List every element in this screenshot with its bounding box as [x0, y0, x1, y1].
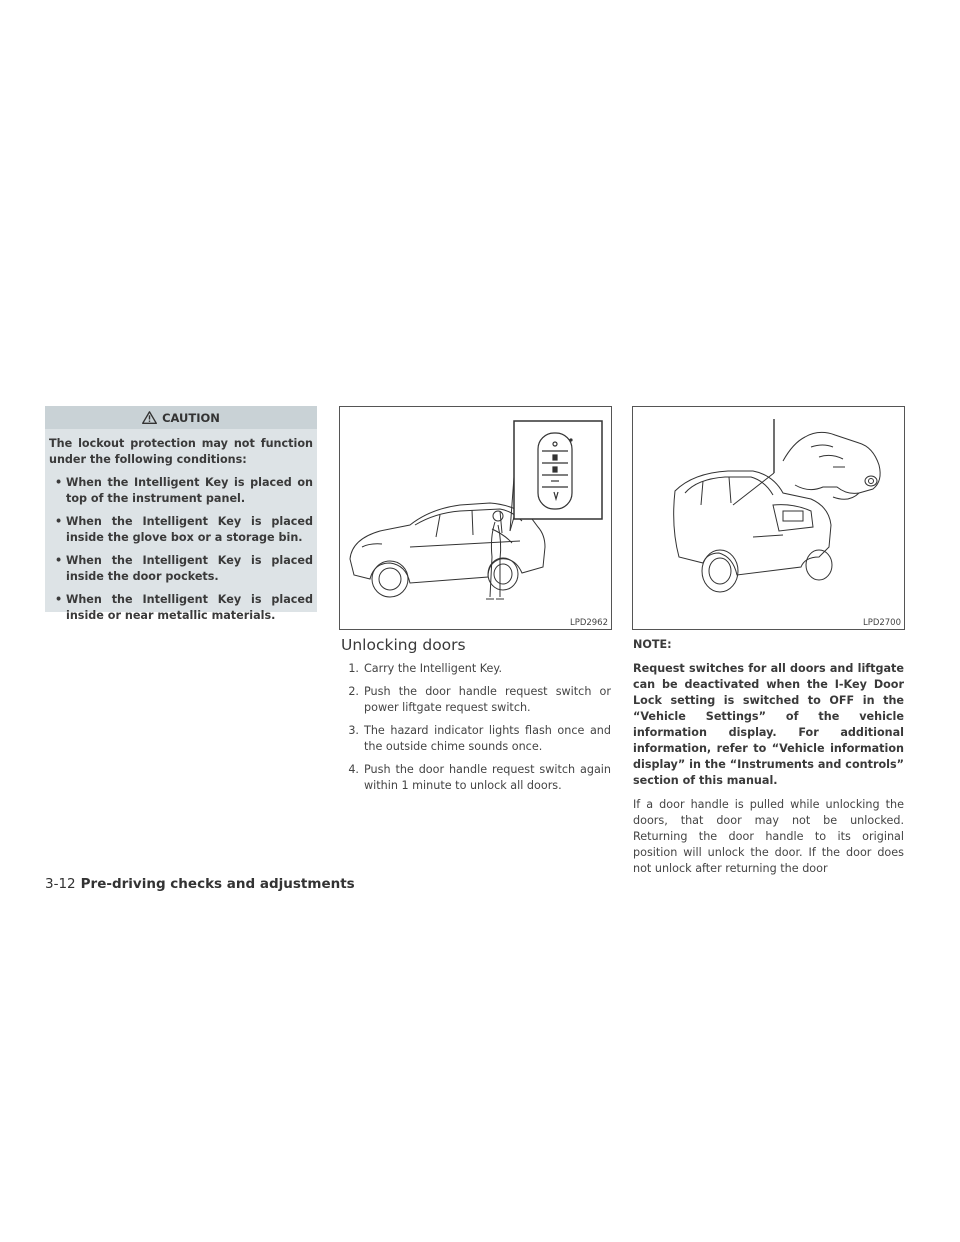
step-item [341, 762, 611, 794]
caution-list [49, 475, 313, 624]
car-with-person-illustration [340, 407, 611, 629]
step-text: Carry the Intelligent Key. [364, 662, 503, 675]
step-text: Push the door handle request switch again within 1 minute to unlock all doors. [364, 763, 611, 792]
figure-door-handle-request [339, 406, 612, 630]
liftgate-hand-illustration [633, 407, 904, 629]
body-paragraph: If a door handle is pulled while unlocking the doors, that door may not be unlocked. Returning the door handle to its original position will unlock the door. If the door does not unlock after returning the door [633, 798, 904, 875]
steps-list [341, 661, 611, 801]
step-number: 3. [348, 724, 359, 737]
note-column [633, 637, 904, 877]
caution-item: • When the Intelligent Key is placed on top of the instrument panel. [49, 475, 313, 507]
section-title: Unlocking doors [341, 636, 466, 654]
step-number: 4. [348, 763, 359, 776]
step-text: Push the door handle request switch or power liftgate request switch. [364, 685, 611, 714]
step-text: The hazard indicator lights flash once and the outside chime sounds once. [364, 724, 611, 753]
note-text: Request switches for all doors and liftgate can be deactivated when the I-Key Door Lock setting is switched to OFF in the “Vehicle Settings” of the vehicle information display. For additional information, refer to “Vehicle information display” in the “Instruments and controls” section of this manual. [633, 662, 904, 787]
chapter-title: Pre-driving checks and adjustments [80, 876, 355, 892]
caution-item: • When the Intelligent Key is placed inside or near metallic materials. [49, 592, 313, 624]
caution-header [45, 406, 317, 429]
step-item [341, 723, 611, 755]
figure-code: LPD2700 [862, 618, 901, 628]
step-number: 2. [348, 685, 359, 698]
caution-title: CAUTION [162, 410, 220, 425]
page-footer [45, 876, 355, 892]
caution-item: • When the Intelligent Key is placed inside the glove box or a storage bin. [49, 514, 313, 546]
figure-liftgate-request [632, 406, 905, 630]
note-label: NOTE: [633, 638, 672, 651]
caution-intro: The lockout protection may not function under the following conditions: [49, 437, 313, 466]
step-item [341, 661, 611, 677]
figure-code: LPD2962 [569, 618, 608, 628]
caution-box [45, 406, 317, 622]
step-item [341, 684, 611, 716]
step-number: 1. [348, 662, 359, 675]
warning-triangle-icon [142, 411, 157, 424]
page-number: 3-12 [45, 876, 76, 892]
caution-item: • When the Intelligent Key is placed inside the door pockets. [49, 553, 313, 585]
